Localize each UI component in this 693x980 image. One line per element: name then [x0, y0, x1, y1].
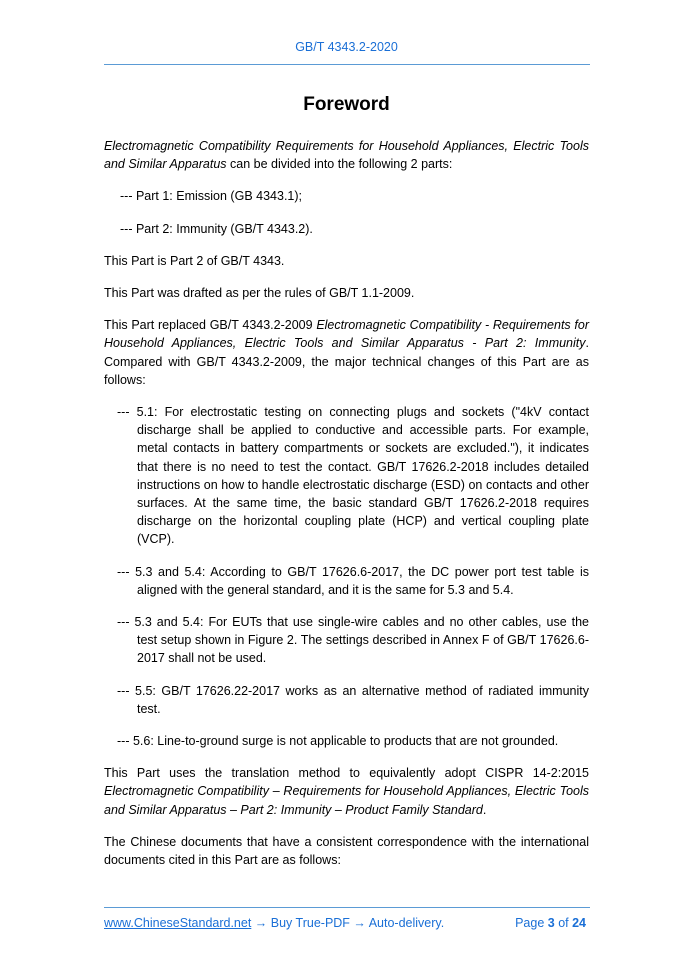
- part-item: --- Part 1: Emission (GB 4343.1);: [120, 189, 303, 204]
- total-pages: 24: [572, 916, 586, 930]
- current-page: 3: [547, 916, 555, 930]
- intro-rest: can be divided into the following 2 parts:: [226, 157, 453, 172]
- translation-post: .: [482, 802, 487, 817]
- part-item: --- Part 2: Immunity (GB/T 4343.2).: [120, 221, 313, 236]
- document-code-header: GB/T 4343.2-2020: [295, 40, 398, 54]
- footer-divider: [104, 907, 590, 908]
- page-indicator: Page 3 of 24: [515, 916, 586, 930]
- footer-promo-text: → Buy True-PDF → Auto-delivery.: [251, 916, 445, 930]
- footer-promo: [104, 916, 444, 930]
- change-item: --- 5.5: GB/T 17626.22-2017 works as an alternative method of radiated immunity test.: [117, 683, 589, 716]
- chinese-docs-paragraph: The Chinese documents that have a consistent correspondence with the international documents cited in this Part are as follows:: [104, 834, 589, 868]
- change-item: --- 5.3 and 5.4: According to GB/T 17626.6-2017, the DC power port test table is aligned with the general standard, and it is the same for 5.3 and 5.4.: [117, 564, 589, 597]
- page-title: Foreword: [303, 94, 390, 115]
- change-item: --- 5.1: For electrostatic testing on connecting plugs and sockets ("4kV contact discharge shall be applied to conductive and accessible parts. For example, metal contacts in battery compartments or sockets are excluded."), it indicates that there is no need to test the contact. GB/T 17626.2-2018 includes detailed instructions on how to handle electrostatic discharge (ESD) on contacts and other surfaces. At the same time, the basic standard GB/T 17626.2-2018 requires discharge on the horizontal coupling plate (HCP) and vertical coupling plate (VCP).: [117, 405, 589, 547]
- translation-paragraph: [104, 764, 589, 819]
- change-item: --- 5.6: Line-to-ground surge is not applicable to products that are not grounded.: [117, 734, 559, 749]
- replaced-pre: This Part replaced GB/T 4343.2-2009: [104, 318, 317, 333]
- intro-paragraph: [104, 137, 589, 173]
- replaced-paragraph: [104, 316, 589, 389]
- replaced-standard-title: Electromagnetic Compatibility - Requirements for Household Appliances, Electric Tools and Similar Apparatus - Part 2: Immunity: [104, 318, 589, 351]
- header-divider: [104, 64, 590, 65]
- translation-standard-title: Electromagnetic Compatibility – Requirements for Household Appliances, Electric Tools and Similar Apparatus – Part 2: Immunity – Product Family Standard: [104, 784, 589, 817]
- intro-standard-title: Electromagnetic Compatibility Requirements for Household Appliances, Electric Tools and Similar Apparatus: [104, 139, 589, 172]
- foreword-body: [104, 137, 589, 883]
- drafted-paragraph: This Part was drafted as per the rules of GB/T 1.1-2009.: [104, 286, 415, 301]
- replaced-post: . Compared with GB/T 4343.2-2009, the major technical changes of this Part are as follows:: [104, 336, 589, 387]
- website-link[interactable]: www.ChineseStandard.net: [104, 916, 252, 930]
- translation-pre: This Part uses the translation method to equivalently adopt CISPR 14-2:2015: [104, 766, 589, 781]
- change-item: --- 5.3 and 5.4: For EUTs that use single-wire cables and no other cables, use the test setup shown in Figure 2. The settings described in Annex F of GB/T 17626.6-2017 shall not be used.: [117, 615, 589, 666]
- is-part-paragraph: This Part is Part 2 of GB/T 4343.: [104, 253, 285, 268]
